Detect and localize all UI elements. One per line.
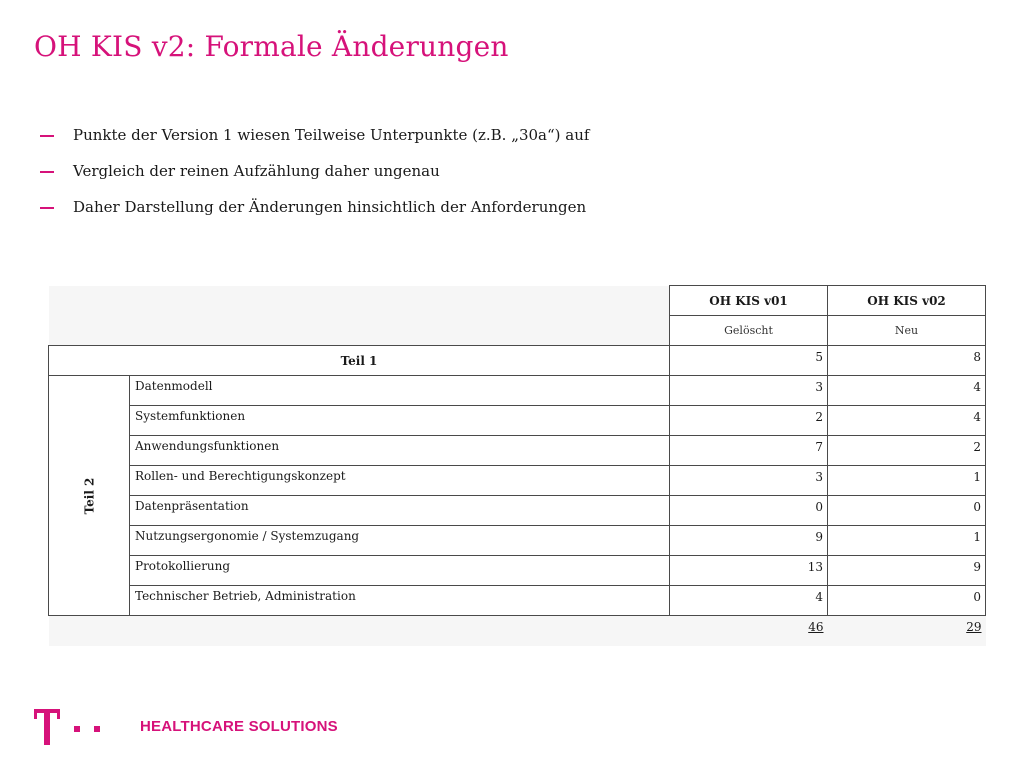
row-v01: 4 (670, 586, 828, 616)
brand-name: HEALTHCARE SOLUTIONS (140, 718, 338, 735)
bullet-text: Punkte der Version 1 wiesen Teilweise Unterpunkte (z.B. „30a“) auf (73, 126, 590, 144)
row-v02: 0 (828, 586, 986, 616)
row-v02: 0 (828, 496, 986, 526)
row-v02: 1 (828, 466, 986, 496)
table-header-row (49, 286, 986, 316)
teil1-v01: 5 (670, 346, 828, 376)
table-row (49, 376, 986, 406)
row-v01: 0 (670, 496, 828, 526)
column-subheader-new: Neu (828, 316, 986, 346)
bullet-text: Vergleich der reinen Aufzählung daher ungenau (73, 162, 440, 180)
table-row (49, 466, 986, 496)
row-v02: 9 (828, 556, 986, 586)
row-label: Systemfunktionen (130, 406, 670, 436)
telekom-t-logo-icon (34, 709, 106, 745)
row-label: Nutzungsergonomie / Systemzugang (130, 526, 670, 556)
column-subheader-deleted: Gelöscht (670, 316, 828, 346)
table-row (49, 496, 986, 526)
dash-icon (40, 171, 54, 173)
dash-icon (40, 207, 54, 209)
total-v01: 46 (670, 616, 828, 646)
bullet-item (40, 198, 589, 234)
bullet-item (40, 126, 589, 162)
row-label: Datenmodell (130, 376, 670, 406)
bullet-list (40, 126, 589, 234)
table-subheader-row (49, 316, 986, 346)
dash-icon (40, 135, 54, 137)
teil2-label: Teil 2 (49, 376, 130, 616)
table-totals-row (49, 616, 986, 646)
bullet-text: Daher Darstellung der Änderungen hinsichtlich der Anforderungen (73, 198, 587, 216)
comparison-table (48, 285, 986, 646)
column-header-v01: OH KIS v01 (670, 286, 828, 316)
table-row (49, 436, 986, 466)
row-label: Protokollierung (130, 556, 670, 586)
row-label: Rollen- und Berechtigungskonzept (130, 466, 670, 496)
row-v02: 4 (828, 376, 986, 406)
table-row (49, 586, 986, 616)
row-v01: 7 (670, 436, 828, 466)
teil1-label: Teil 1 (49, 346, 670, 376)
row-v01: 3 (670, 466, 828, 496)
row-label: Anwendungsfunktionen (130, 436, 670, 466)
row-v02: 4 (828, 406, 986, 436)
table-row (49, 526, 986, 556)
total-v02: 29 (828, 616, 986, 646)
table-row (49, 556, 986, 586)
row-v01: 2 (670, 406, 828, 436)
row-v01: 13 (670, 556, 828, 586)
row-v01: 9 (670, 526, 828, 556)
table-row (49, 406, 986, 436)
column-header-v02: OH KIS v02 (828, 286, 986, 316)
page-title: OH KIS v2: Formale Änderungen (34, 30, 509, 63)
teil1-v02: 8 (828, 346, 986, 376)
bullet-item (40, 162, 589, 198)
row-v02: 1 (828, 526, 986, 556)
row-v02: 2 (828, 436, 986, 466)
row-v01: 3 (670, 376, 828, 406)
table-row-teil1 (49, 346, 986, 376)
row-label: Datenpräsentation (130, 496, 670, 526)
row-label: Technischer Betrieb, Administration (130, 586, 670, 616)
